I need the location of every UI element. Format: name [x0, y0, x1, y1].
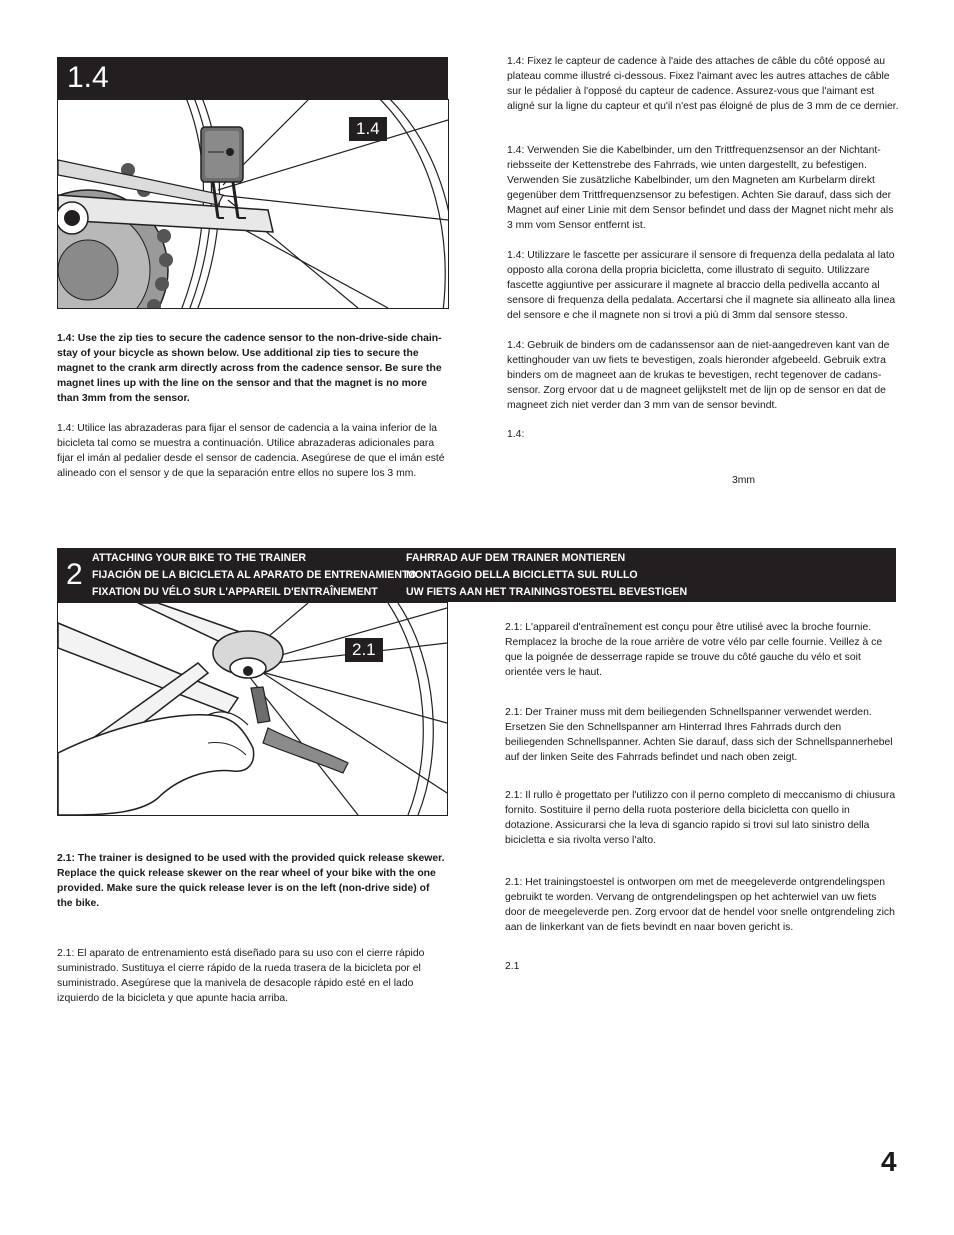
section-2-heading-it: MONTAGGIO DELLA BICICLETTA SUL RULLO: [406, 569, 638, 581]
section-2-heading-fr: FIXATION DU VÉLO SUR L'APPAREIL D'ENTRAÎNEMENT: [92, 586, 378, 598]
section-1-4-header: [57, 57, 448, 99]
instruction-1-4-es: 1.4: Utilice las abrazaderas para fijar el sensor de cadencia a la vaina inferior de la bicicleta tal como se muestra a continuación. Utilice abrazaderas adicionales para fijar el imán al pedalier desde el sensor de cadencia. Asegúrese de que el imán esté alineado con el sensor y de que la separación entre ellos no supere los 3 mm.: [57, 423, 445, 479]
figure-tag-1-4: 1.4: [349, 117, 387, 141]
section-2-header: [57, 548, 896, 602]
instruction-1-4-it: 1.4: Utilizzare le fascette per assicurare il sensore di frequenza della pedalata al lato opposto alla corona della propria bicicletta, come illustrato di seguito. Utilizzare fascette aggiuntive per assicurare il magnete al braccio della pedivella accanto al sensore di frequenza della pedalata. Accertarsi che il magnete sia allineato alla linea del sensore e che il magnete non si trovi a più di 3mm dal sensore stesso.: [507, 250, 896, 321]
section-1-4-header-label: 1.4: [67, 61, 109, 94]
instruction-1-4-nl: 1.4: Gebruik de binders om de cadanssensor aan de niet-aangedreven kant van de kettinghouder van uw fiets te bevestigen, zoals hieronder afgebeeld. Gebruik extra binders om de magneet aan de krukas te bevestigen, recht tegenover de cadans-sensor. Zorg ervoor dat u de magneet gelijkstelt met de lijn op de sensor en dat de magneet zich niet verder dan 3 mm van de sensor bevindt.: [507, 340, 890, 411]
instruction-1-4-en: 1.4: Use the zip ties to secure the cadence sensor to the non-drive-side chain-stay of your bicycle as shown below. Use additional zip ties to secure the magnet to the crank arm directly across from the cadence sensor. Be sure the magnet lines up with the line on the sensor and that the magnet is no more than 3mm from the sensor.: [57, 333, 442, 404]
instruction-2-1-de: 2.1: Der Trainer muss mit dem beiliegenden Schnellspanner verwendet werden. Ersetzen Sie den Schnellspanner am Hinterrad Ihres Fahrrads durch den beiliegenden Schnellspanner. Achten Sie darauf, dass sich der Schnellspannerhebel auf der linken Seite des Fahrrads befindet und nach oben zeigt.: [505, 707, 893, 763]
instruction-2-1-fr: 2.1: L'appareil d'entraînement est conçu pour être utilisé avec la broche fournie. Remplacez la broche de la roue arrière de votre vélo par celle fournie. Veillez à ce que la poignée de desserrage rapide se trouve du côté gauche du vélo et soit orientée vers le haut.: [505, 622, 883, 678]
section-2-headings-right: [406, 550, 687, 601]
section-2-heading-de: FAHRRAD AUF DEM TRAINER MONTIEREN: [406, 552, 626, 564]
quick-release-illustration: [58, 603, 447, 815]
instruction-2-1-extra-label: 2.1: [505, 961, 520, 972]
cadence-sensor-illustration: [58, 100, 448, 308]
section-2-number: 2: [66, 558, 83, 591]
instruction-2-1-it: 2.1: Il rullo è progettato per l'utilizzo con il perno completo di meccanismo di chiusura fornito. Sostituire il perno della ruota posteriore della bicicletta con quello in dotazione. Assicurarsi che la leva di sgancio rapido si trovi sul lato sinistro della bicicletta e sia rivolta verso l'alto.: [505, 790, 896, 846]
instruction-2-1-nl: 2.1: Het trainingstoestel is ontworpen om met de meegeleverde ontgrendelingspen gebruikt te worden. Vervang de ontgrendelingspen op het achterwiel van uw fiets door de meegeleverde pen. Zorg ervoor dat de hendel voor snelle ontgrendeling zich aan de linkerkant van de fiets bevindt en naar boven gericht is.: [505, 877, 895, 933]
instruction-1-4-extra-3mm: 3mm: [732, 475, 756, 486]
figure-tag-2-1: 2.1: [345, 638, 383, 662]
section-2-heading-es: FIJACIÓN DE LA BICICLETA AL APARATO DE ENTRENAMIENTO: [92, 569, 417, 581]
section-2-heading-en: ATTACHING YOUR BIKE TO THE TRAINER: [92, 552, 307, 564]
instruction-2-1-en: 2.1: The trainer is designed to be used with the provided quick release skewer. Replace the quick release skewer on the rear wheel of your bike with the one provided. Make sure the quick release lever is on the left (non-drive side) of the bike.: [57, 853, 445, 909]
cadence-sensor-figure: [57, 99, 449, 309]
instruction-1-4-de: 1.4: Verwenden Sie die Kabelbinder, um den Trittfrequenzsensor an der Nichtant-riebsseite der Kettenstrebe des Fahrrads, wie unten dargestellt, zu befestigen. Verwenden Sie zusätzliche Kabelbinder, um den Magneten am Kurbelarm direkt gegenüber dem Trittfrequenzsensor zu befestigen. Achten Sie darauf, dass sich der Magnet auf einer Linie mit dem Sensor befindet und dass der Magnet nicht mehr als 3 mm vom Sensor entfernt ist.: [507, 145, 894, 231]
page-number: 4: [881, 1146, 897, 1177]
instruction-2-1-es: 2.1: El aparato de entrenamiento está diseñado para su uso con el cierre rápido suministrado. Sustituya el cierre rápido de la rueda trasera de la bicicleta por el suministrado. Asegúrese que la manivela de desacople rápido esté en el lado izquierdo de la bicicleta y que apunte hacia arriba.: [57, 948, 425, 1004]
section-2-heading-nl: UW FIETS AAN HET TRAININGSTOESTEL BEVESTIGEN: [406, 586, 688, 598]
instruction-1-4-extra-label: 1.4:: [507, 429, 525, 440]
instruction-1-4-fr: 1.4: Fixez le capteur de cadence à l'aide des attaches de câble du côté opposé au plateau comme illustré ci-dessous. Fixez l'aimant avec les autres attaches de câble sur le pédalier à l'opposé du capteur de cadence. Assurez-vous que l'aimant est aligné sur la ligne du capteur et qu'il n'est pas éloigné de plus de 3 mm de ce dernier.: [507, 56, 899, 112]
section-2-headings-left: [92, 550, 417, 601]
quick-release-figure: [57, 602, 448, 816]
